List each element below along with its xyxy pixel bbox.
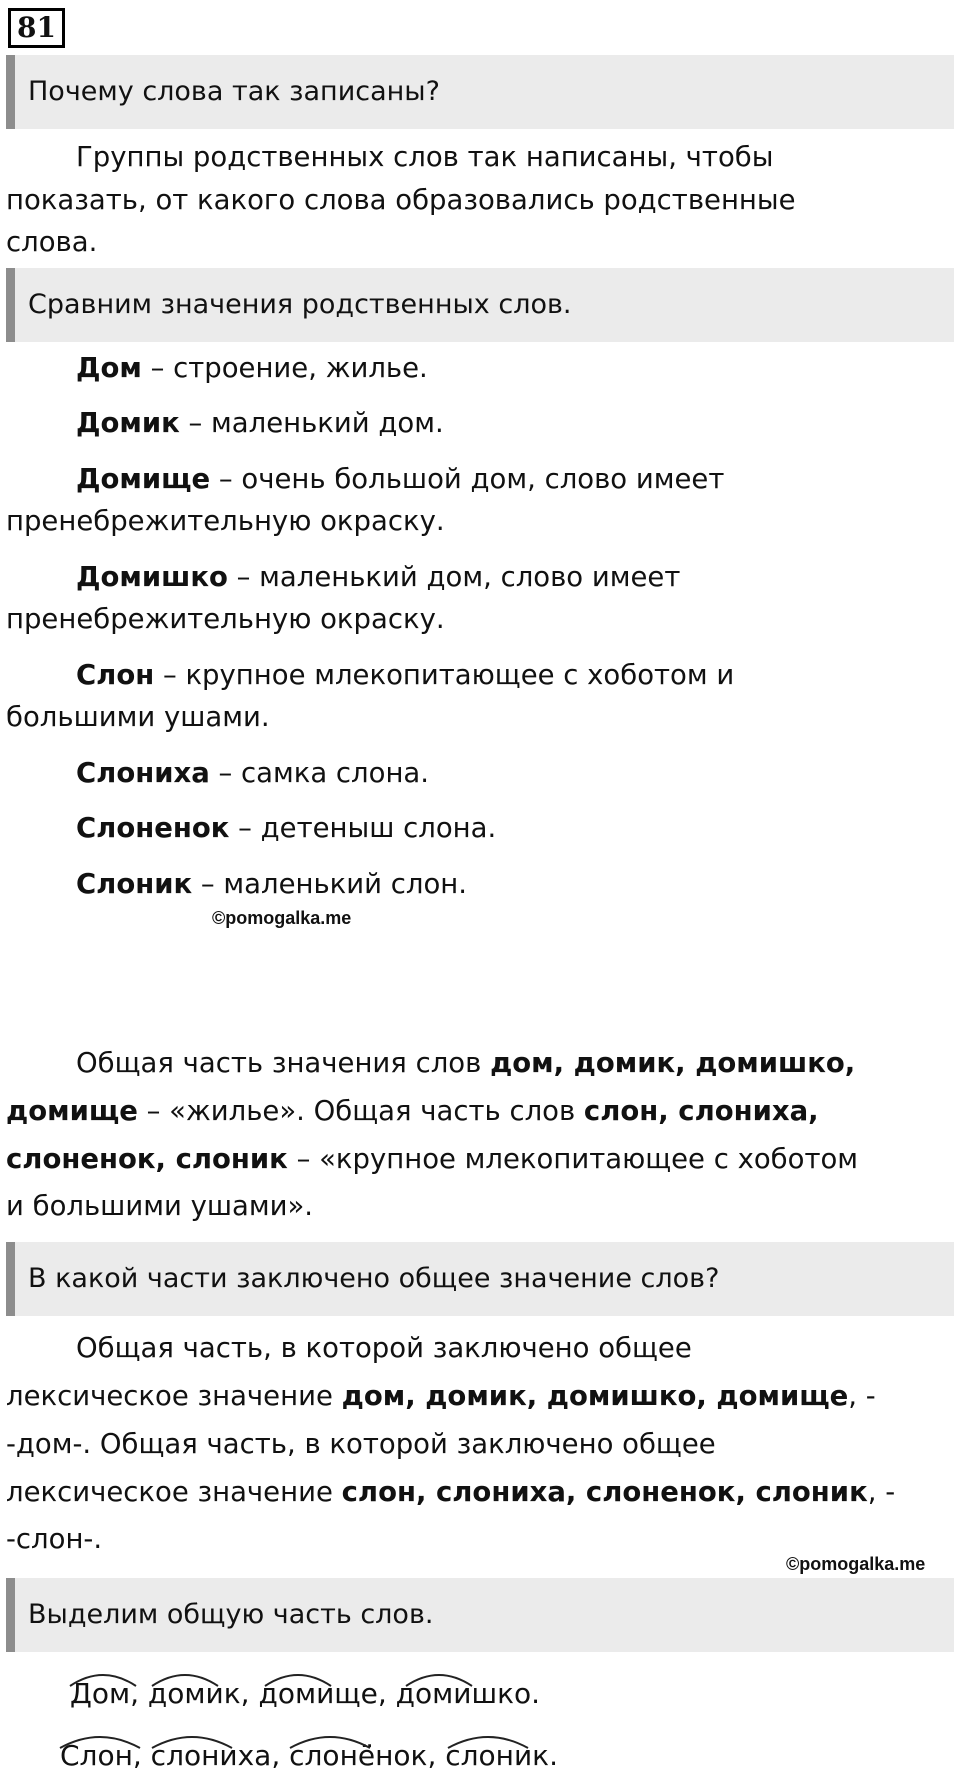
definition-text: пренебрежительную окраску. (6, 505, 445, 537)
definition-text: – крупное млекопитающее с хоботом и (154, 659, 735, 691)
exercise-number: 81 (8, 8, 65, 48)
root-arc (60, 1737, 140, 1748)
root-arc (448, 1737, 528, 1748)
answer-bold: дом, домик, домишко, домище (341, 1380, 849, 1412)
answer-text: Общая часть, в которой заключено общее (76, 1332, 692, 1364)
answer-line-text: показать, от какого слова образовались родственные (6, 184, 796, 216)
answer-bold: слон, слониха, слоненок, слоник (341, 1476, 868, 1508)
definition-term: Домик (76, 407, 180, 439)
root-arc (290, 1737, 370, 1748)
answer-line-text: слова. (6, 226, 98, 258)
definition-text: большими ушами. (6, 701, 270, 733)
summary-bold: домище (6, 1095, 138, 1127)
root-arc (152, 1737, 232, 1748)
question-banner-4: Выделим общую часть слов. (6, 1578, 954, 1652)
definition-term: Дом (76, 352, 142, 384)
root-arc (265, 1675, 331, 1686)
example-line-2: Слон, слониха, слонёнок, слоник. (60, 1739, 558, 1772)
summary-text: Общая часть значения слов (76, 1047, 491, 1079)
summary-bold: дом, домик, домишко, (490, 1047, 856, 1079)
question-banner-1: Почему слова так записаны? (6, 55, 954, 129)
definition-term: Слоненок (76, 812, 230, 844)
definition-term: Слон (76, 659, 155, 691)
definition-text: – маленький дом, слово имеет (227, 561, 681, 593)
root-arc (152, 1675, 218, 1686)
definition-text: – строение, жилье. (141, 352, 428, 384)
answer-text: лексическое значение (6, 1380, 342, 1412)
answer-text: -дом-. Общая часть, в которой заключено общее (6, 1428, 716, 1460)
definition-text: – самка слона. (209, 757, 430, 789)
definition-text: пренебрежительную окраску. (6, 603, 445, 635)
answer-text: -слон-. (6, 1523, 103, 1555)
definition-term: Домище (76, 463, 211, 495)
root-arc (406, 1675, 472, 1686)
answer-text: лексическое значение (6, 1476, 342, 1508)
example-line-1: Дом, домик, домище, домишко. (70, 1677, 541, 1710)
definition-text: – маленький слон. (192, 868, 468, 900)
definition-text: – очень большой дом, слово имеет (210, 463, 725, 495)
answer-text: , - (848, 1380, 876, 1412)
definition-text: – детеныш слона. (229, 812, 497, 844)
definition-term: Слоник (76, 868, 193, 900)
summary-bold: слоненок, слоник (6, 1143, 288, 1175)
watermark: ©pomogalka.me (212, 908, 352, 928)
question-banner-2: Сравним значения родственных слов. (6, 268, 954, 342)
summary-text: и большими ушами». (6, 1190, 314, 1222)
watermark: ©pomogalka.me (786, 1554, 926, 1574)
definition-text: – маленький дом. (179, 407, 444, 439)
definition-term: Домишко (76, 561, 228, 593)
root-arc (70, 1675, 136, 1686)
answer-text: , - (867, 1476, 896, 1508)
question-banner-3: В какой части заключено общее значение слов? (6, 1242, 954, 1316)
summary-text: – «крупное млекопитающее с хоботом (287, 1143, 859, 1175)
summary-bold: слон, слониха, (583, 1095, 819, 1127)
definition-term: Слониха (76, 757, 210, 789)
answer-line: Группы родственных слов так написаны, чтобы (76, 141, 774, 173)
summary-text: – «жилье». Общая часть слов (137, 1095, 584, 1127)
